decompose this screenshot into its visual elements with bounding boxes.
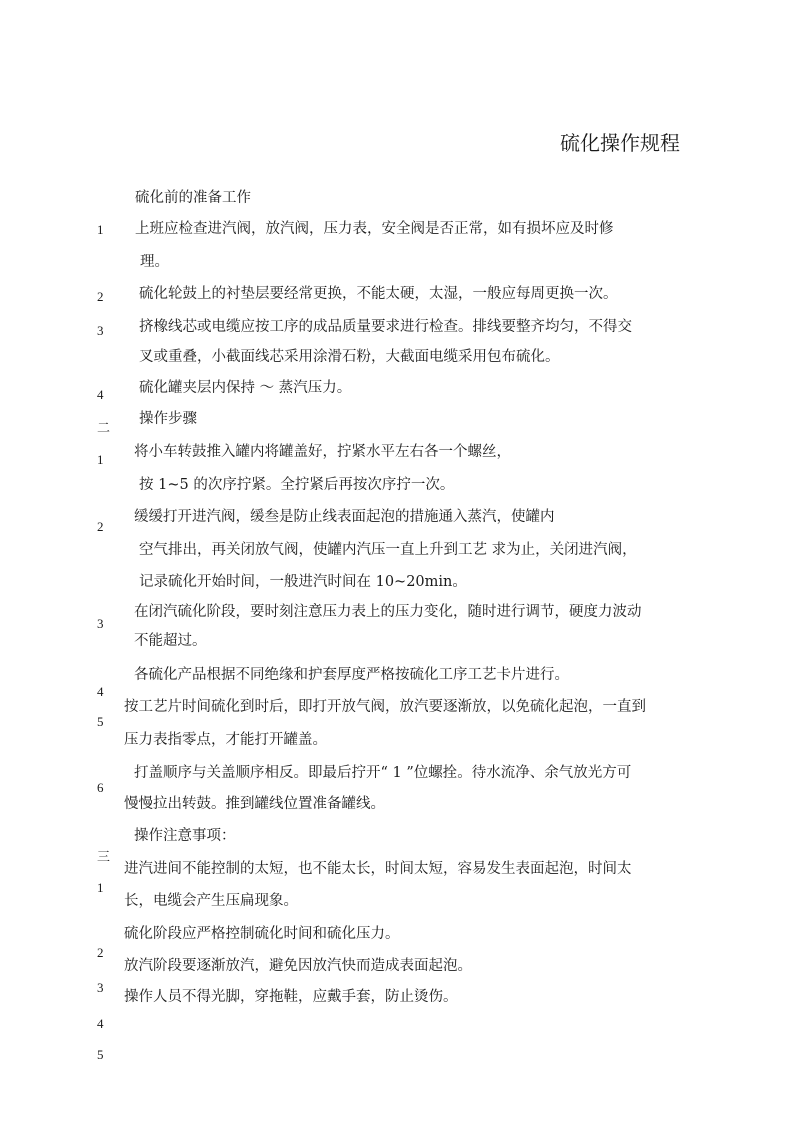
- item-text-line: 打盖顺序与关盖顺序相反。即最后拧开“ 1 ”位螺拴。待水流净、余气放光方可: [134, 765, 632, 781]
- item-text-line: 上班应检查进汽阀，放汽阀，压力表，安全阀是否正常，如有损坏应及时修: [135, 221, 614, 237]
- section-marker: 二: [97, 420, 111, 435]
- item-text-line: 操作人员不得光脚，穿拖鞋，应戴手套，防止烫伤。: [124, 989, 458, 1005]
- item-number: 3: [97, 323, 104, 338]
- item-number: 4: [97, 1016, 104, 1031]
- item-number: 5: [97, 1047, 104, 1062]
- item-number: 6: [97, 780, 104, 795]
- item-number: 3: [97, 616, 104, 631]
- item-text-line: 慢慢拉出转鼓。推到罐线位置准备罐线。: [124, 796, 385, 812]
- section-heading: 操作步骤: [139, 411, 197, 427]
- item-number: 4: [97, 684, 104, 699]
- item-text-line: 不能超过。: [134, 633, 207, 649]
- item-number: 1: [97, 452, 104, 467]
- item-text-line: 按工艺片时间硫化到时后，即打开放气阀，放汽要逐渐放，以免硫化起泡，一直到: [124, 699, 646, 715]
- item-number: 2: [97, 289, 104, 304]
- item-text-line: 理。: [140, 254, 169, 270]
- item-number: 2: [97, 945, 104, 960]
- section-heading: 硫化前的准备工作: [135, 190, 251, 206]
- item-text-line: 叉或重叠，小截面线芯采用涂滑石粉，大截面电缆采用包布硫化。: [139, 349, 560, 365]
- item-text-line: 挤橡线芯或电缆应按工序的成品质量要求进行检查。排线要整齐均匀，不得交: [139, 319, 632, 335]
- item-text-line: 在闭汽硫化阶段，要时刻注意压力表上的压力变化，随时进行调节，硬度力波动: [134, 604, 642, 620]
- item-number: 5: [97, 714, 104, 729]
- item-text-line: 硫化罐夹层内保持 ～ 蒸汽压力。: [139, 380, 352, 396]
- item-text-line: 缓缓打开进汽阀，缓叁是防止线表面起泡的措施通入蒸汽，使罐内: [134, 509, 555, 525]
- item-number: 3: [97, 980, 104, 995]
- document-title: 硫化操作规程: [560, 131, 680, 155]
- item-text-line: 长，电缆会产生压扁现象。: [124, 893, 298, 909]
- item-text-line: 压力表指零点，才能打开罐盖。: [124, 732, 327, 748]
- item-text-line: 空气排出，再关闭放气阀，使罐内汽压一直上升到工艺 求为止，关闭进汽阀，: [139, 542, 637, 558]
- item-text-line: 将小车转鼓推入罐内将罐盖好，拧紧水平左右各一个螺丝，: [134, 444, 511, 460]
- item-number: 1: [97, 222, 104, 237]
- item-number: 2: [97, 519, 104, 534]
- section-marker: 三: [97, 849, 111, 864]
- section-heading: 操作注意事项：: [134, 828, 236, 844]
- item-text-line: 各硫化产品根据不同绝缘和护套厚度严格按硫化工序工艺卡片进行。: [134, 667, 569, 683]
- item-text-line: 记录硫化开始时间，一般进汽时间在 10~20min。: [139, 574, 467, 590]
- item-text-line: 进汽进间不能控制的太短，也不能太长，时间太短，容易发生表面起泡，时间太: [124, 861, 632, 877]
- item-number: 1: [97, 880, 104, 895]
- item-text-line: 硫化轮鼓上的衬垫层要经常更换，不能太硬，太湿，一般应每周更换一次。: [139, 286, 618, 302]
- item-text-line: 硫化阶段应严格控制硫化时间和硫化压力。: [124, 926, 400, 942]
- item-number: 4: [97, 387, 104, 402]
- item-text-line: 按 1~5 的次序拧紧。全拧紧后再按次序拧一次。: [139, 477, 455, 493]
- item-text-line: 放汽阶段要逐渐放汽，避免因放汽快而造成表面起泡。: [124, 958, 472, 974]
